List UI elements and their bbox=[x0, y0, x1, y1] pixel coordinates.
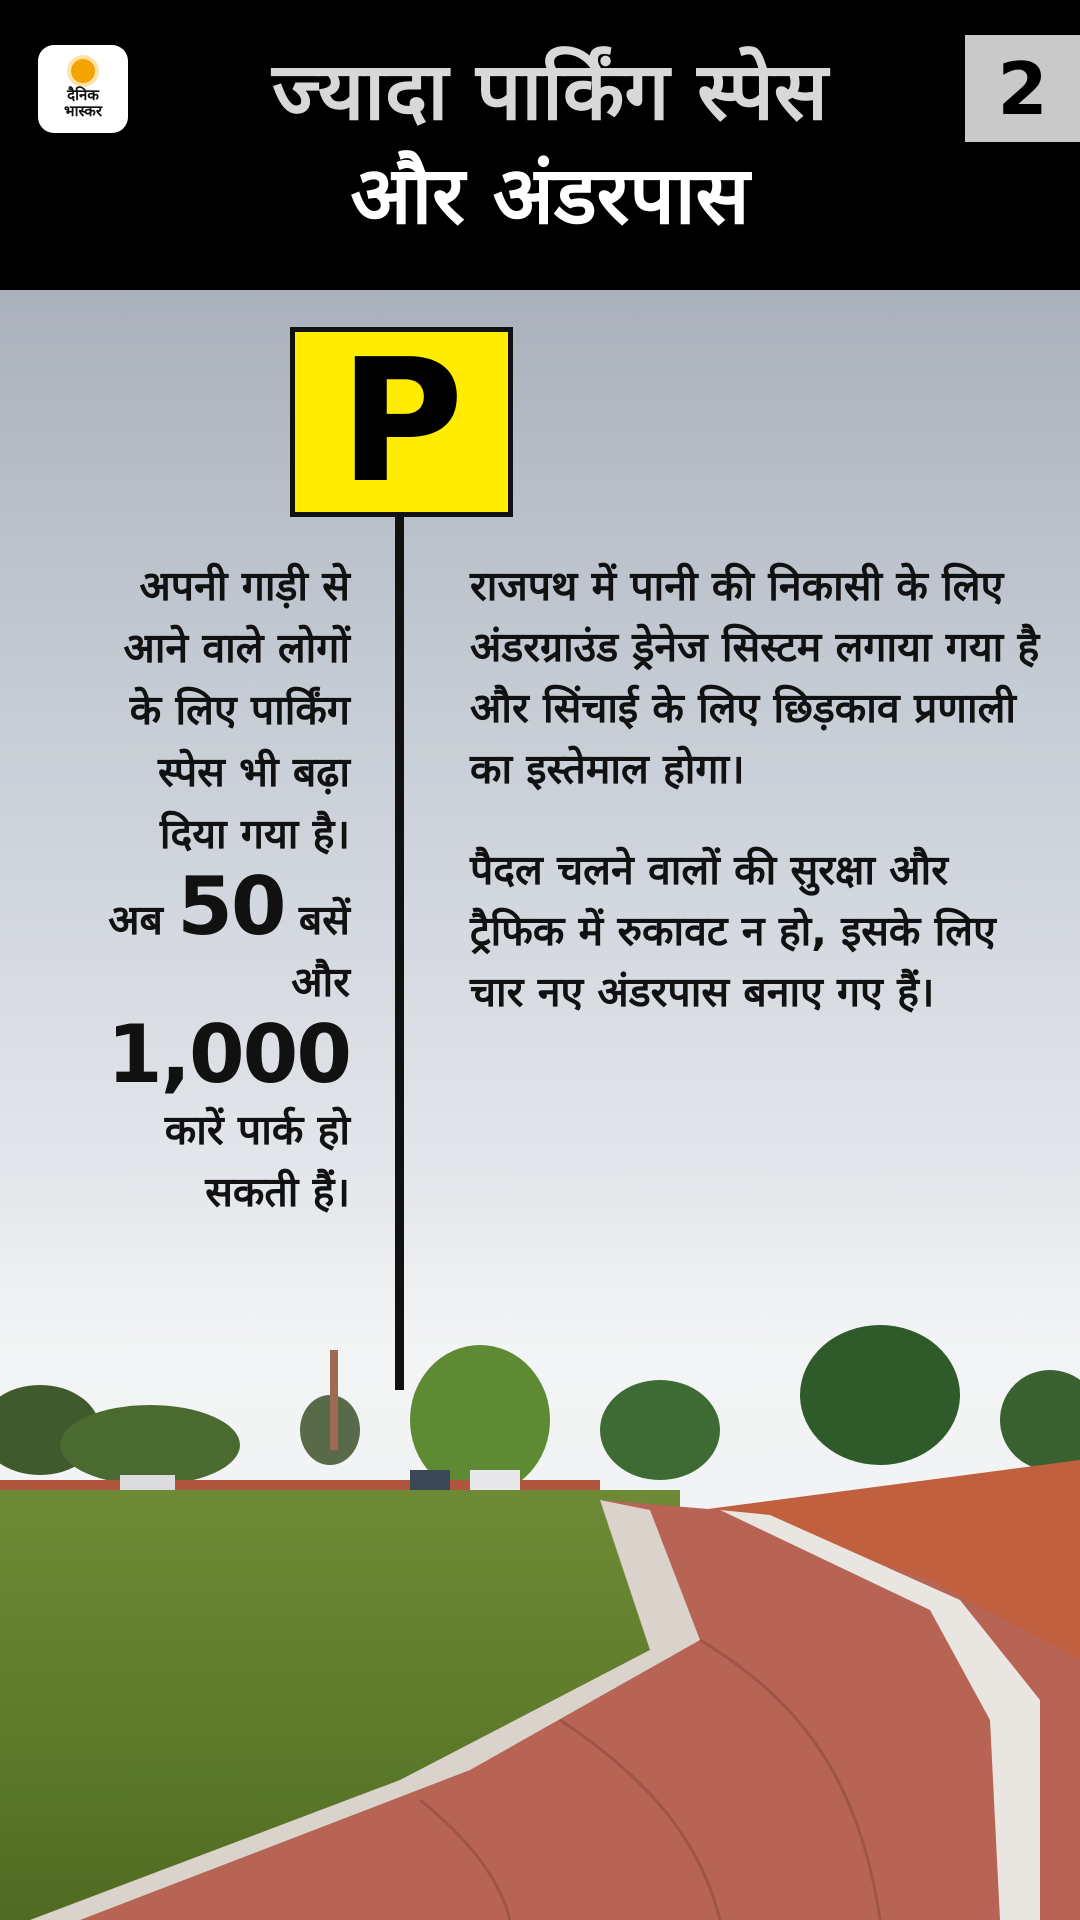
left-line: सकती हैं। bbox=[205, 1168, 350, 1216]
left-line: आने वाले लोगों bbox=[123, 624, 350, 672]
title-line1: ज्यादा पार्किंग स्पेस bbox=[272, 45, 828, 138]
left-line: स्पेस भी बढ़ा bbox=[157, 748, 350, 796]
title-line2: और अंडरपास bbox=[350, 149, 750, 242]
header-bar bbox=[0, 0, 1080, 290]
walkway-and-wall bbox=[0, 1400, 1080, 1920]
sign-pole bbox=[395, 510, 404, 1390]
car-prefix: और bbox=[291, 958, 350, 1006]
drainage-underpass-text bbox=[470, 556, 1040, 1063]
drainage-paragraph: राजपथ में पानी की निकासी के लिए अंडरग्राउंड ड्रेनेज सिस्टम लगाया गया है और सिंचाई के लिए छिड़काव प्रणाली का इस्तेमाल होगा। bbox=[470, 562, 1040, 793]
left-line: के लिए पार्किंग bbox=[129, 686, 350, 734]
logo-text-line2: भास्कर bbox=[64, 102, 102, 120]
underpass-paragraph: पैदल चलने वालों की सुरक्षा और ट्रैफिक में रुकावट न हो, इसके लिए चार नए अंडरपास बनाए गए हैं। bbox=[470, 846, 996, 1016]
page-number-badge: 2 bbox=[965, 35, 1080, 142]
car-count: 1,000 bbox=[106, 1008, 350, 1101]
parking-sign-icon: P bbox=[290, 327, 513, 517]
sun-icon bbox=[71, 59, 95, 83]
brand-logo bbox=[38, 45, 128, 133]
parking-info-text bbox=[40, 555, 350, 1223]
bus-count-line bbox=[40, 860, 350, 953]
page-title bbox=[160, 40, 940, 248]
car-count-line bbox=[40, 951, 350, 1099]
bus-count: 50 bbox=[177, 860, 285, 953]
left-line: कारें पार्क हो bbox=[164, 1106, 350, 1154]
left-line: दिया गया है। bbox=[159, 810, 350, 858]
bus-suffix: बसें bbox=[298, 896, 350, 944]
logo-text-line1: दैनिक bbox=[67, 86, 99, 104]
bus-prefix: अब bbox=[108, 896, 163, 944]
left-line: अपनी गाड़ी से bbox=[139, 562, 350, 610]
